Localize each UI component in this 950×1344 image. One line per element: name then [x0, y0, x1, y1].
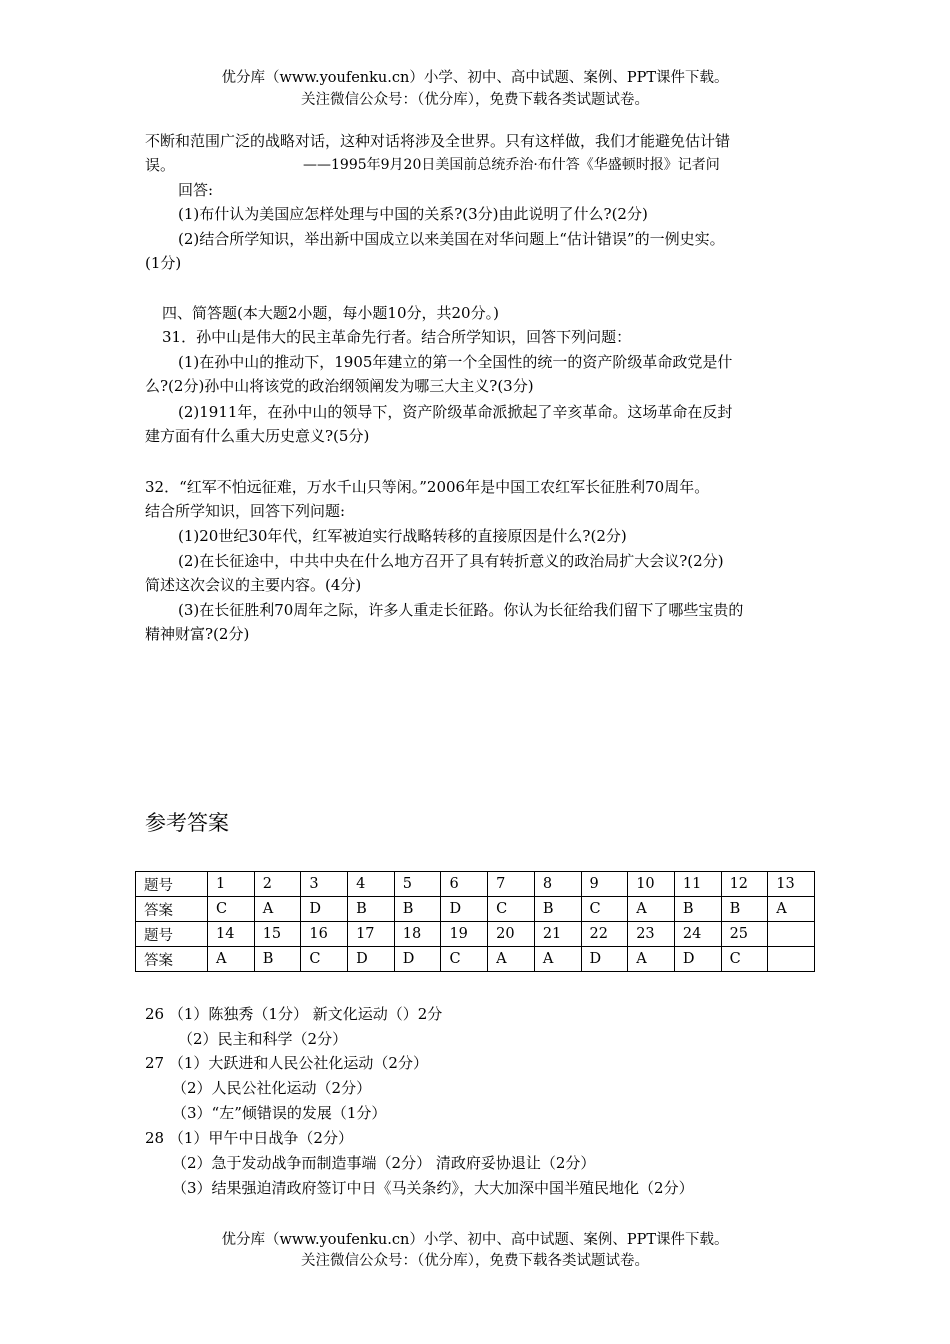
q32-stem-2: 结合所学知识，回答下列问题:	[145, 502, 346, 520]
table-cell: 15	[254, 922, 301, 947]
table-cell: 10	[628, 872, 675, 897]
q32-sub-2: (2)在长征途中，中共中央在什么地方召开了具有转折意义的政治局扩大会议?(2分)	[178, 552, 724, 570]
q30-sub-1: (1)布什认为美国应怎样处理与中国的关系?(3分)由此说明了什么?(2分)	[178, 205, 648, 223]
table-cell: B	[721, 897, 768, 922]
table-cell: D	[581, 947, 628, 972]
table-cell: 25	[721, 922, 768, 947]
table-cell: 4	[348, 872, 395, 897]
table-cell: 1	[208, 872, 255, 897]
table-cell: 8	[534, 872, 581, 897]
q30-answer-label: 回答:	[178, 181, 214, 199]
table-cell: 7	[488, 872, 535, 897]
table-cell: D	[348, 947, 395, 972]
table-cell: 17	[348, 922, 395, 947]
table-cell: D	[394, 947, 441, 972]
table-cell: D	[441, 897, 488, 922]
table-cell: 2	[254, 872, 301, 897]
answer-28-3: （3）结果强迫清政府签订中日《马关条约》，大大加深中国半殖民地化（2分）	[172, 1179, 694, 1197]
table-cell: 题号	[136, 922, 208, 947]
q30-text-line-1: 不断和范围广泛的战略对话，这种对话将涉及全世界。只有这样做，我们才能避免估计错	[145, 132, 731, 150]
table-cell	[768, 947, 815, 972]
table-cell: A	[628, 897, 675, 922]
q30-sub-2-cont: (1分)	[145, 254, 182, 272]
answer-27-2: （2）人民公社化运动（2分）	[172, 1079, 372, 1097]
table-cell: D	[674, 947, 721, 972]
table-cell: 20	[488, 922, 535, 947]
q32-sub-3: (3)在长征胜利70周年之际，许多人重走长征路。你认为长征给我们留下了哪些宝贵的	[178, 601, 744, 619]
table-cell: A	[254, 897, 301, 922]
table-cell: 18	[394, 922, 441, 947]
table-cell: C	[208, 897, 255, 922]
table-cell: A	[768, 897, 815, 922]
table-cell: 14	[208, 922, 255, 947]
answer-28-1: 28 （1）甲午中日战争（2分）	[145, 1129, 353, 1147]
table-cell: 13	[768, 872, 815, 897]
table-cell: C	[488, 897, 535, 922]
answer-28-2: （2）急于发动战争而制造事端（2分） 清政府妥协退让（2分）	[172, 1154, 596, 1172]
table-cell: D	[301, 897, 348, 922]
table-cell: 19	[441, 922, 488, 947]
q30-sub-2: (2)结合所学知识，举出新中国成立以来美国在对华问题上“估计错误”的一例史实。	[178, 230, 725, 248]
table-cell: B	[394, 897, 441, 922]
table-cell: C	[441, 947, 488, 972]
q31-stem: 31．孙中山是伟大的民主革命先行者。结合所学知识，回答下列问题：	[162, 328, 632, 346]
table-row	[136, 922, 815, 947]
answer-26-2: （2）民主和科学（2分）	[178, 1030, 348, 1048]
header-line-2: 关注微信公众号：（优分库），免费下载各类试题试卷。	[301, 92, 649, 108]
table-cell: A	[534, 947, 581, 972]
q32-sub-2-cont: 简述这次会议的主要内容。(4分)	[145, 576, 362, 594]
table-cell: 23	[628, 922, 675, 947]
table-cell: B	[254, 947, 301, 972]
table-cell: 9	[581, 872, 628, 897]
table-cell: 题号	[136, 872, 208, 897]
q32-stem: 32．“红军不怕远征难，万水千山只等闲。”2006年是中国工农红军长征胜利70周年。	[145, 478, 710, 496]
table-cell: 答案	[136, 897, 208, 922]
table-cell: C	[581, 897, 628, 922]
table-row	[136, 872, 815, 897]
q31-sub-2-cont: 建方面有什么重大历史意义?(5分)	[145, 427, 370, 445]
table-cell: B	[348, 897, 395, 922]
table-cell: C	[301, 947, 348, 972]
answer-26-1: 26 （1）陈独秀（1分） 新文化运动（）2分	[145, 1005, 443, 1023]
table-cell: 24	[674, 922, 721, 947]
table-cell: A	[628, 947, 675, 972]
q32-sub-3-cont: 精神财富?(2分)	[145, 625, 250, 643]
q30-source: ——1995年9月20日美国前总统乔治·布什答《华盛顿时报》记者问	[303, 157, 720, 173]
table-cell: A	[488, 947, 535, 972]
q31-sub-2: (2)1911年，在孙中山的领导下，资产阶级革命派掀起了辛亥革命。这场革命在反封	[178, 403, 733, 421]
table-cell: B	[674, 897, 721, 922]
q30-text-line-2: 误。	[145, 156, 176, 174]
table-cell: 22	[581, 922, 628, 947]
table-cell: 6	[441, 872, 488, 897]
section-4-heading: 四、简答题(本大题2小题，每小题10分，共20分。)	[162, 304, 499, 322]
table-cell: 5	[394, 872, 441, 897]
table-cell: 21	[534, 922, 581, 947]
table-cell	[768, 922, 815, 947]
table-cell: C	[721, 947, 768, 972]
table-cell: 答案	[136, 947, 208, 972]
table-cell: A	[208, 947, 255, 972]
table-cell: 3	[301, 872, 348, 897]
table-cell: 12	[721, 872, 768, 897]
q32-sub-1: (1)20世纪30年代，红军被迫实行战略转移的直接原因是什么?(2分)	[178, 527, 627, 545]
q31-sub-1-cont: 么?(2分)孙中山将该党的政治纲领阐发为哪三大主义?(3分)	[145, 377, 534, 395]
answer-27-1: 27 （1）大跃进和人民公社化运动（2分）	[145, 1054, 428, 1072]
answer-table	[135, 871, 815, 972]
header-line-1: 优分库（www.youfenku.cn）小学、初中、高中试题、案例、PPT课件下载。	[221, 70, 729, 86]
table-cell: 11	[674, 872, 721, 897]
table-cell: 16	[301, 922, 348, 947]
footer-line-2: 关注微信公众号：（优分库），免费下载各类试题试卷。	[301, 1253, 649, 1269]
q31-sub-1: (1)在孙中山的推动下，1905年建立的第一个全国性的统一的资产阶级革命政党是什	[178, 353, 733, 371]
table-row	[136, 897, 815, 922]
table-row	[136, 947, 815, 972]
answer-27-3: （3）“左”倾错误的发展（1分）	[172, 1104, 387, 1122]
footer-line-1: 优分库（www.youfenku.cn）小学、初中、高中试题、案例、PPT课件下载。	[221, 1232, 729, 1248]
answers-title: 参考答案	[145, 811, 229, 835]
table-cell: B	[534, 897, 581, 922]
